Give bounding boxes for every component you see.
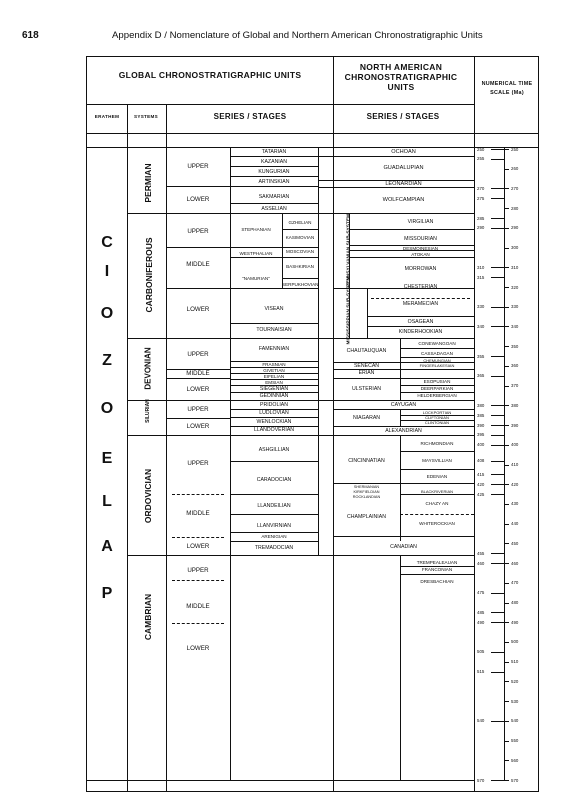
age-left-label: 275 <box>477 195 485 201</box>
system-permian: PERMIAN <box>143 163 153 203</box>
age-left-label: 385 <box>477 412 485 418</box>
age-left-label: 570 <box>477 777 485 783</box>
age-left-label: 315 <box>477 274 485 280</box>
age-right-tick <box>504 169 509 170</box>
na-series: ATOKAN <box>411 252 430 257</box>
stage-label: LUDLOVIAN <box>259 410 289 416</box>
na-series: GUADALUPIAN <box>383 165 424 171</box>
stage-label: CARADOCIAN <box>256 477 292 483</box>
stage-label: KASIMOVIAN <box>285 235 315 240</box>
stage-label: KAZANIAN <box>261 159 287 165</box>
age-left-tick <box>491 277 504 278</box>
age-right-label: 550 <box>511 738 519 744</box>
age-right-tick <box>504 583 509 584</box>
age-left-tick <box>491 405 504 406</box>
stage-label: GIVETIAN <box>263 368 285 373</box>
age-left-label: 490 <box>477 619 485 625</box>
na-stage: KIRKFIELDIAN <box>353 490 380 494</box>
erathem-header: ERATHEM <box>94 114 120 119</box>
age-right-tick <box>504 188 509 189</box>
age-right-label: 380 <box>511 402 519 408</box>
age-left-label: 455 <box>477 550 485 556</box>
age-right-tick <box>504 425 509 426</box>
age-left-label: 515 <box>477 669 485 675</box>
na-series: CAYUGAN <box>390 402 417 408</box>
series-label: LOWER <box>186 306 210 313</box>
age-right-label: 450 <box>511 540 519 546</box>
na-stage: SHERMANIAN <box>353 485 380 489</box>
age-right-label: 300 <box>511 245 519 251</box>
systems-header: SYSTEMS <box>133 114 159 119</box>
series-label: MIDDLE <box>186 370 210 377</box>
age-left-tick <box>491 494 504 495</box>
age-left-tick <box>491 425 504 426</box>
age-left-tick <box>491 159 504 160</box>
age-right-label: 260 <box>511 166 519 172</box>
erathem-letter: P <box>101 585 113 602</box>
age-right-label: 420 <box>511 481 519 487</box>
na-stage: WHITEROCKIAN <box>419 521 455 526</box>
age-left-label: 270 <box>477 185 485 191</box>
age-left-label: 540 <box>477 718 485 724</box>
age-right-label: 460 <box>511 560 519 566</box>
age-right-tick <box>504 701 509 702</box>
age-right-tick <box>504 484 509 485</box>
age-right-tick <box>504 465 509 466</box>
age-right-label: 320 <box>511 284 519 290</box>
age-left-tick <box>491 652 504 653</box>
na-series: MORROWAN <box>404 266 437 272</box>
age-right-tick <box>504 287 509 288</box>
age-left-label: 408 <box>477 458 485 464</box>
stage-label: GZHELIAN <box>288 220 312 225</box>
series-label: UPPER <box>187 406 209 413</box>
age-right-label: 560 <box>511 757 519 763</box>
age-left-tick <box>491 415 504 416</box>
age-right-label: 510 <box>511 659 519 665</box>
age-left-label: 400 <box>477 442 485 448</box>
stage-label: GEDINNIAN <box>259 393 289 399</box>
na-series: VIRGILIAN <box>407 219 434 225</box>
erathem-letter: O <box>100 400 114 417</box>
erathem-letter: L <box>102 493 112 510</box>
age-right-tick <box>504 622 509 623</box>
na-stage: CHAZY AN <box>425 501 449 506</box>
age-right-label: 520 <box>511 678 519 684</box>
age-left-tick <box>491 307 504 308</box>
na-stage: DRESBACHIAN <box>420 579 454 584</box>
na-subsystem: PENNSYLVANIAN SUB-SYSTEM <box>346 213 352 288</box>
series-label: UPPER <box>187 163 209 170</box>
numerical-header: NUMERICAL TIME SCALE (Ma) <box>481 81 533 96</box>
stage-label: SAKMARIAN <box>258 194 290 200</box>
na-stage: MAYSVILLIAN <box>422 458 452 463</box>
age-left-tick <box>491 356 504 357</box>
stage-label: PRIDOLIAN <box>260 402 288 408</box>
na-stage: HELDERBERGIAN <box>417 393 457 398</box>
na-series-header: SERIES / STAGES <box>366 112 440 121</box>
age-right-label: 530 <box>511 698 519 704</box>
system-carboniferous: CARBONIFEROUS <box>144 237 154 313</box>
stage-label: ARENIGIAN <box>261 534 287 539</box>
age-left-tick <box>491 218 504 219</box>
age-right-label: 310 <box>511 264 519 270</box>
age-right-tick <box>504 326 509 327</box>
stage-label: TATARIAN <box>261 149 287 155</box>
na-series: CHAMPLAINIAN <box>347 514 386 520</box>
stage-label: FRASNIAN <box>262 362 286 367</box>
series-label: LOWER <box>186 543 210 550</box>
stage-label: ASSELIAN <box>261 206 287 212</box>
age-right-tick <box>504 760 509 761</box>
erathem-letter: I <box>104 263 110 280</box>
age-right-label: 270 <box>511 185 519 191</box>
series-label: LOWER <box>186 423 210 430</box>
na-series: SENECAN <box>353 363 380 369</box>
na-stage: RICHMONDIAN <box>420 441 454 446</box>
age-left-tick <box>491 672 504 673</box>
erathem-letter: E <box>101 450 113 467</box>
age-left-tick <box>491 563 504 564</box>
age-left-label: 460 <box>477 560 485 566</box>
stage-label: TREMADOCIAN <box>254 545 294 551</box>
age-left-label: 330 <box>477 304 485 310</box>
na-series: MERAMECIAN <box>402 301 439 307</box>
series-label: UPPER <box>187 460 209 467</box>
age-left-tick <box>491 622 504 623</box>
na-series: LEONARDIAN <box>385 181 422 187</box>
na-stage: TREMPEALEAUAN <box>416 560 458 565</box>
age-left-label: 475 <box>477 590 485 596</box>
na-series: OSAGEAN <box>407 319 434 325</box>
series-label: MIDDLE <box>186 510 210 517</box>
age-right-label: 400 <box>511 442 519 448</box>
age-left-tick <box>491 228 504 229</box>
series-label: LOWER <box>186 196 210 203</box>
age-right-tick <box>504 662 509 663</box>
age-left-tick <box>491 198 504 199</box>
stage-label: FAMENNIAN <box>258 346 290 352</box>
age-left-label: 340 <box>477 323 485 329</box>
age-right-tick <box>504 307 509 308</box>
stage-label: LLANDEILIAN <box>257 503 291 509</box>
age-left-label: 415 <box>477 471 485 477</box>
age-left-label: 290 <box>477 225 485 231</box>
na-stage: ROCKLANDIAN <box>352 495 381 499</box>
age-right-tick <box>504 642 509 643</box>
stage-label: LLANVIRNIAN <box>256 523 292 529</box>
na-series: WOLFCAMPIAN <box>382 197 425 203</box>
age-left-tick <box>491 326 504 327</box>
age-left-tick <box>491 435 504 436</box>
stage-label: MOSCOVIAN <box>285 249 315 254</box>
series-label: UPPER <box>187 228 209 235</box>
na-subsystem: MISSISSIPPIAN SUB-SYSTEM <box>346 276 352 345</box>
na-series: OCHOAN <box>391 149 416 155</box>
age-left-tick <box>491 267 504 268</box>
stage-label: ARTINSKIAN <box>258 179 290 185</box>
age-left-label: 250 <box>477 146 485 152</box>
age-right-tick <box>504 603 509 604</box>
na-stage: EDENIAN <box>426 474 448 479</box>
age-left-tick <box>491 376 504 377</box>
age-right-label: 330 <box>511 304 519 310</box>
age-right-tick <box>504 524 509 525</box>
age-right-tick <box>504 228 509 229</box>
age-right-tick <box>504 346 509 347</box>
series-label: MIDDLE <box>186 603 210 610</box>
age-right-tick <box>504 405 509 406</box>
stage-label: STEPHANIAN <box>241 227 271 232</box>
stage-label: "NAMURIAN" <box>242 276 270 281</box>
erathem-letter: O <box>100 305 114 322</box>
age-right-label: 570 <box>511 777 519 783</box>
age-left-tick <box>491 474 504 475</box>
age-right-label: 280 <box>511 205 519 211</box>
system-cambrian: CAMBRIAN <box>143 593 153 641</box>
na-series: ALEXANDRIAN <box>385 428 422 434</box>
system-ordovician: ORDOVICIAN <box>143 468 153 524</box>
age-right-label: 390 <box>511 422 519 428</box>
age-left-tick <box>491 149 504 150</box>
age-right-label: 490 <box>511 619 519 625</box>
na-stage: CONEWANGOAN <box>418 341 456 346</box>
na-series: MISSOURIAN <box>404 236 437 242</box>
stage-label: VISEAN <box>264 306 284 312</box>
age-right-label: 470 <box>511 580 519 586</box>
age-right-label: 250 <box>511 146 519 152</box>
series-label: LOWER <box>186 645 210 652</box>
na-series: CHAUTAUQUAN <box>346 348 387 354</box>
age-left-tick <box>491 484 504 485</box>
series-label: LOWER <box>186 386 210 393</box>
na-stage: CHEMUNGIAN <box>423 358 451 363</box>
age-left-tick <box>491 553 504 554</box>
age-right-tick <box>504 445 509 446</box>
age-left-label: 310 <box>477 264 485 270</box>
age-left-label: 505 <box>477 649 485 655</box>
age-right-tick <box>504 149 509 150</box>
age-right-tick <box>504 543 509 544</box>
stage-label: EIFELIAN <box>263 374 285 379</box>
age-right-tick <box>504 208 509 209</box>
na-stage: CLINTONIAN <box>424 420 450 425</box>
age-left-tick <box>491 188 504 189</box>
stage-label: WESTPHALIAN <box>239 251 273 256</box>
age-left-tick <box>491 612 504 613</box>
age-right-label: 350 <box>511 343 519 349</box>
page-header <box>0 30 566 46</box>
age-right-label: 500 <box>511 639 519 645</box>
system-devonian: DEVONIAN <box>143 347 153 390</box>
age-left-tick <box>491 593 504 594</box>
na-stage: BLACKRIVERIAN <box>420 489 453 494</box>
na-series: DESMOINESIAN <box>402 246 439 251</box>
age-right-tick <box>504 504 509 505</box>
na-stage: ESOPUSIAN <box>423 379 451 384</box>
erathem-letter: Z <box>102 352 112 369</box>
na-series: ERIAN <box>358 370 375 376</box>
age-right-label: 440 <box>511 521 519 527</box>
age-right-tick <box>504 248 509 249</box>
na-stage: CASSADAGAN <box>421 351 453 356</box>
age-left-label: 365 <box>477 373 485 379</box>
age-right-tick <box>504 681 509 682</box>
na-stage: LOCKPORTIAN <box>422 410 452 415</box>
na-series: CINCINNATIAN <box>348 458 385 464</box>
series-label: UPPER <box>187 567 209 574</box>
stage-label: SIEGENIAN <box>259 386 289 392</box>
age-left-label: 420 <box>477 481 485 487</box>
stage-label: KUNGURIAN <box>258 169 290 175</box>
na-series: CHESTERIAN <box>403 284 438 290</box>
system-silurian: SILURIAN <box>145 399 151 423</box>
age-left-tick <box>491 445 504 446</box>
age-left-label: 395 <box>477 432 485 438</box>
age-left-label: 285 <box>477 215 485 221</box>
na-stage: DEERPARKIAN <box>420 386 454 391</box>
age-left-label: 485 <box>477 609 485 615</box>
na-series: NIAGARAN <box>352 415 381 421</box>
running-title: Appendix D / Nomenclature of Global and Northern American Chronostratigraphic Units <box>112 30 483 41</box>
na-series: CANADIAN <box>390 544 417 550</box>
age-right-label: 410 <box>511 462 519 467</box>
age-right-tick <box>504 386 509 387</box>
stage-label: TOURNAISIAN <box>256 327 292 333</box>
age-right-tick <box>504 366 509 367</box>
na-units-header: NORTH AMERICAN CHRONOSTRATIGRAPHIC UNITS <box>344 62 458 92</box>
age-left-tick <box>491 721 504 722</box>
age-right-label: 480 <box>511 600 519 606</box>
erathem-letter: A <box>101 538 113 555</box>
stage-label: LLANDOVERIAN <box>253 427 295 433</box>
stage-label: SERPUKHOVIAN <box>282 282 319 287</box>
series-label: MIDDLE <box>186 261 210 268</box>
na-stage: FINGERLAKESIAN <box>419 363 455 368</box>
age-left-label: 380 <box>477 402 485 408</box>
na-stage: FRANCONIAN <box>421 567 453 572</box>
age-left-label: 390 <box>477 422 485 428</box>
global-units-header: GLOBAL CHRONOSTRATIGRAPHIC UNITS <box>118 70 302 80</box>
age-right-label: 340 <box>511 323 519 329</box>
age-right-tick <box>504 721 509 722</box>
page-number: 618 <box>22 30 39 41</box>
age-left-label: 255 <box>477 156 485 162</box>
stage-label: BASHKIRIAN <box>286 264 314 269</box>
age-left-label: 425 <box>477 491 485 497</box>
age-right-tick <box>504 741 509 742</box>
na-stage: CLIFTONIAN <box>425 415 449 420</box>
na-series: KINDERHOOKIAN <box>398 329 443 335</box>
age-left-tick <box>491 780 504 781</box>
stage-label: WENLOCKIAN <box>256 419 292 425</box>
stage-label: ASHGILLIAN <box>258 447 290 453</box>
age-left-label: 355 <box>477 353 485 359</box>
age-right-tick <box>504 267 509 268</box>
na-series: ULSTERIAN <box>351 386 382 392</box>
age-right-tick <box>504 563 509 564</box>
age-right-label: 430 <box>511 501 519 507</box>
series-label: UPPER <box>187 351 209 358</box>
age-right-tick <box>504 780 509 781</box>
age-right-label: 540 <box>511 718 519 724</box>
age-right-label: 370 <box>511 383 519 389</box>
age-right-label: 360 <box>511 363 519 369</box>
age-right-label: 290 <box>511 225 519 231</box>
global-series-header: SERIES / STAGES <box>213 112 287 121</box>
stage-label: EMSIAN <box>265 380 283 385</box>
erathem-letter: C <box>101 234 113 251</box>
age-left-tick <box>491 461 504 462</box>
